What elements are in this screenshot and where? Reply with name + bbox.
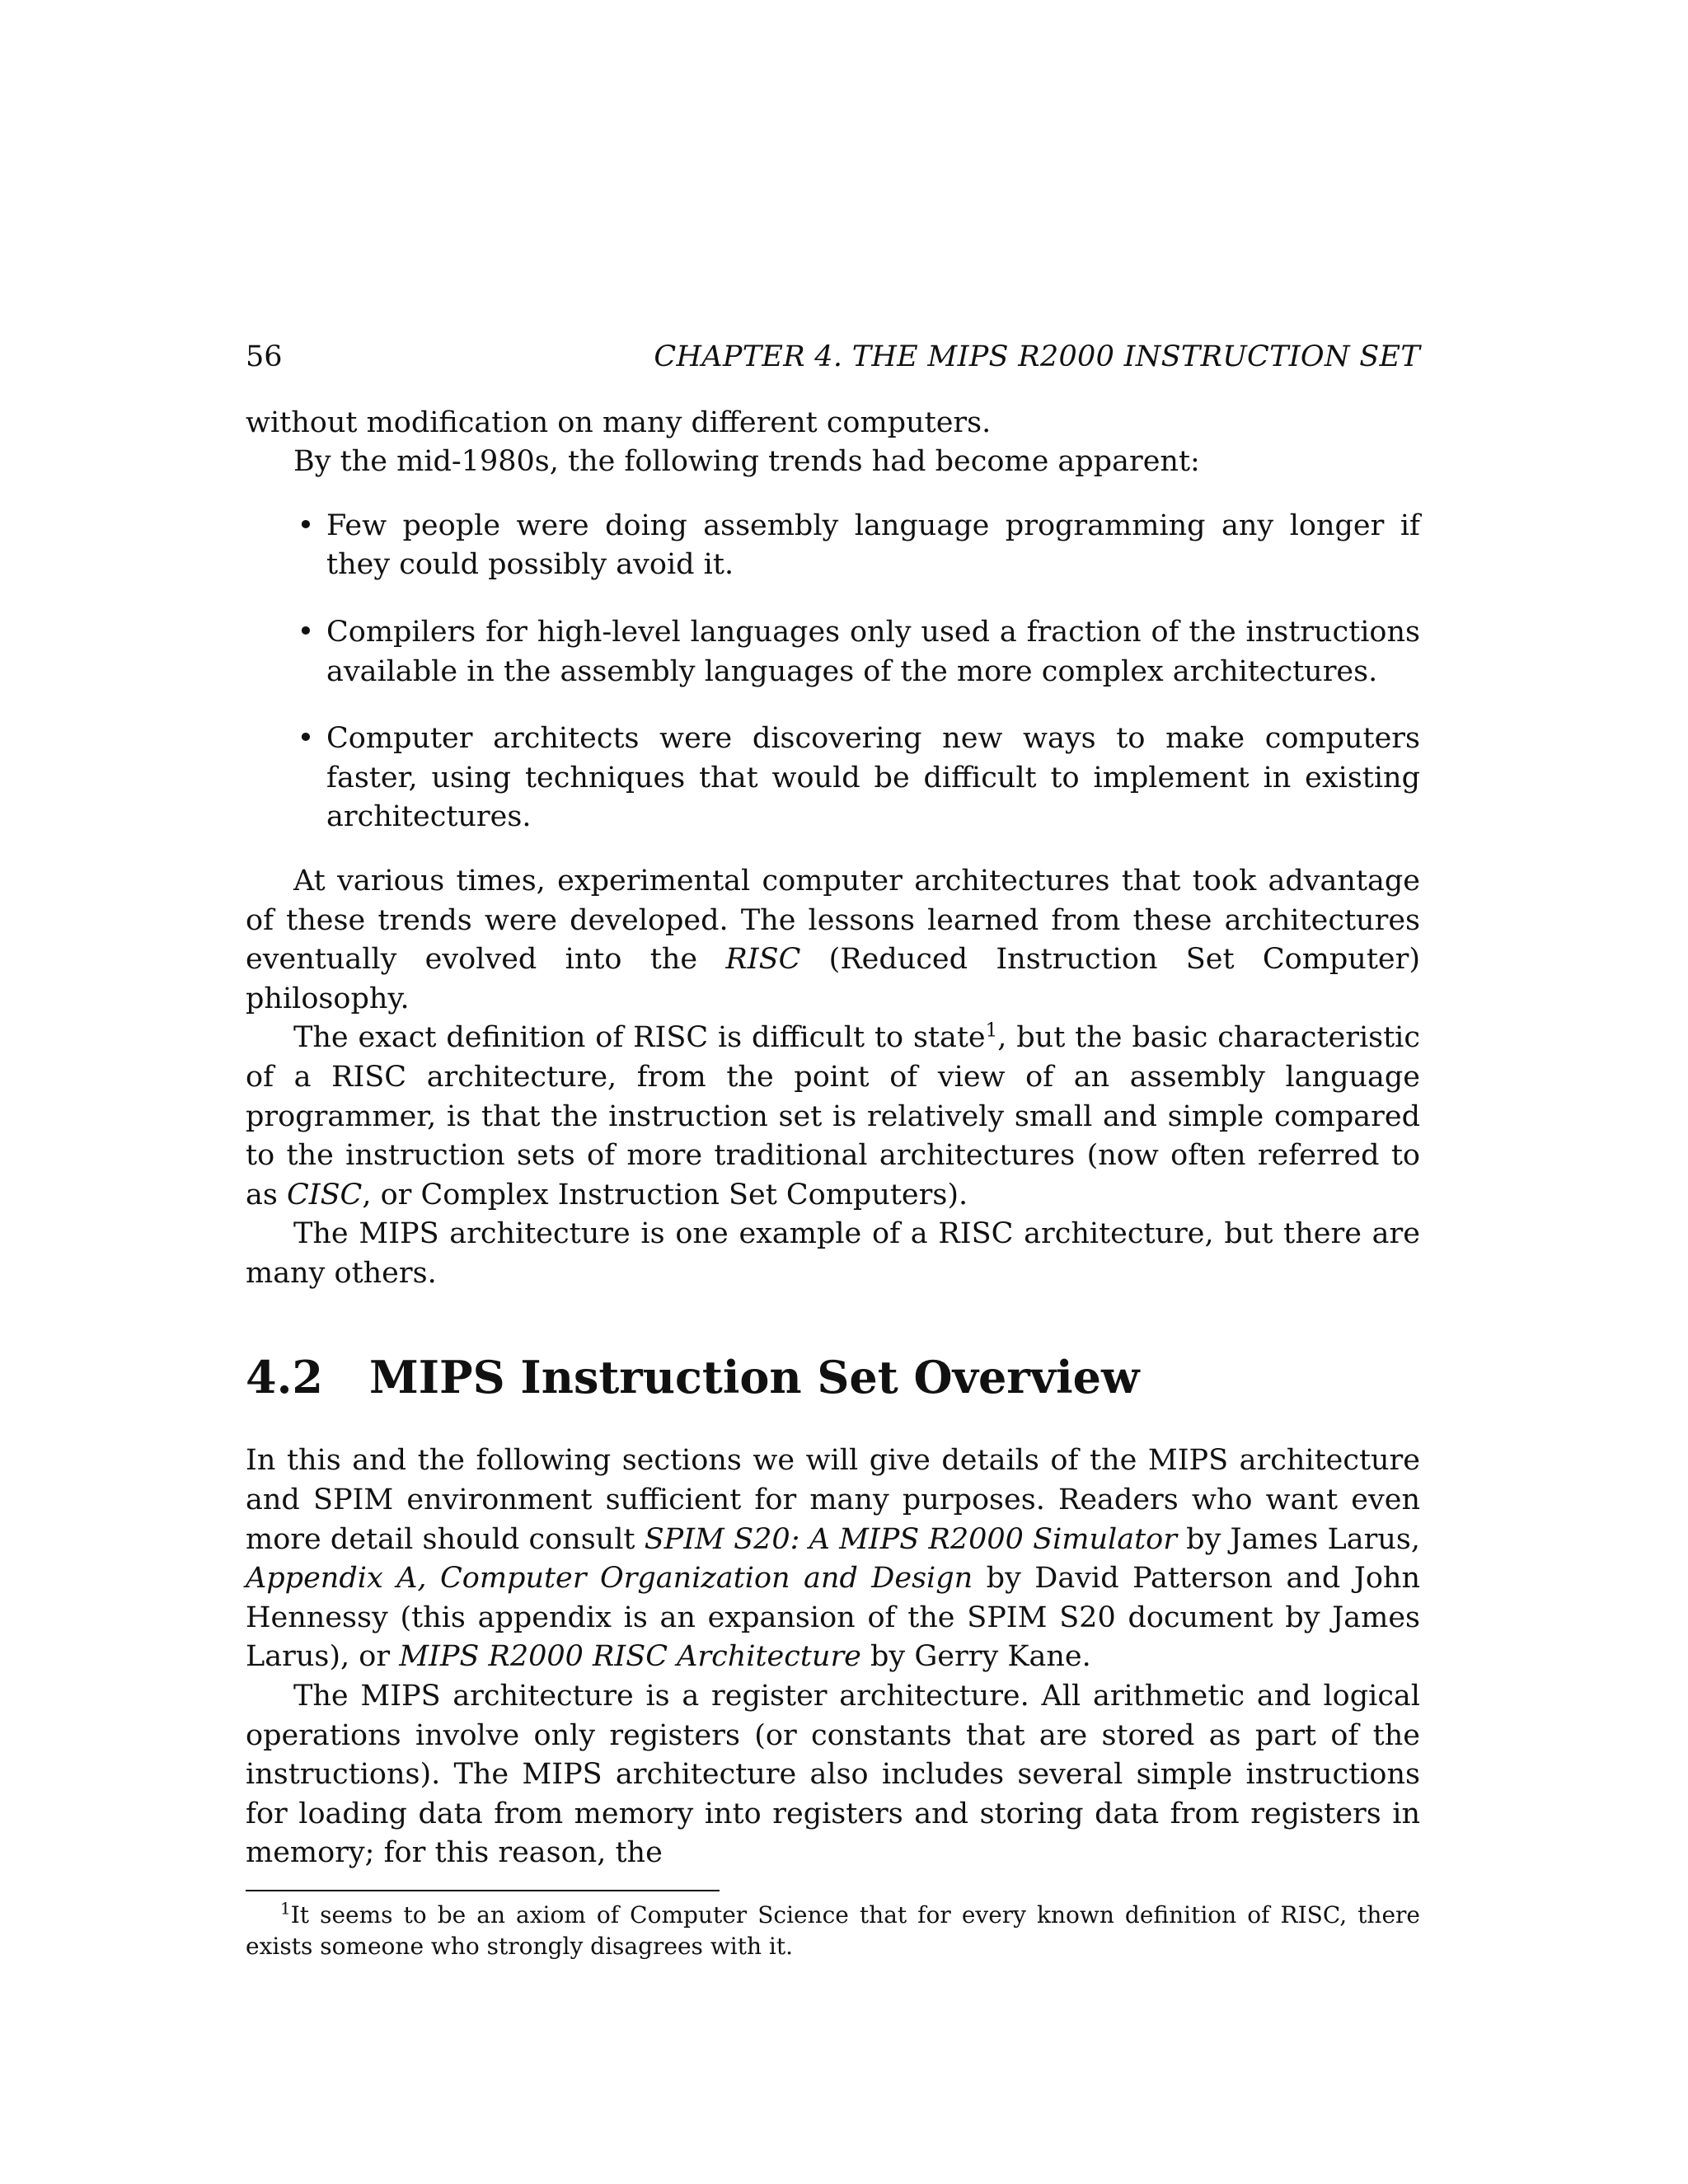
text-run: The exact definition of RISC is difficult to state xyxy=(293,1021,986,1055)
trend-list-item xyxy=(246,613,1420,691)
document-page xyxy=(246,338,1420,1962)
trend-list-item xyxy=(246,507,1420,585)
emphasis-risc: RISC xyxy=(725,943,801,977)
text-run: , or Complex Instruction Set Computers). xyxy=(362,1178,968,1212)
overview-paragraph xyxy=(246,1441,1420,1677)
footnote xyxy=(246,1900,1420,1962)
footnote-reference: 1 xyxy=(985,1019,998,1042)
text-run: At various times, experimental computer architectures that took advantage of these trends were developed. The lessons learned from these architectures eventually evolved into the xyxy=(246,864,1420,977)
bullet-icon: • xyxy=(297,509,315,542)
running-header xyxy=(246,338,1420,377)
chapter-title: CHAPTER 4. THE MIPS R2000 INSTRUCTION SET xyxy=(654,340,1420,373)
page-number: 56 xyxy=(246,340,283,373)
register-architecture-paragraph: The MIPS architecture is a register architecture. All arithmetic and logical operations involve only registers (or constants that are stored as part of the instructions). The MIPS architecture also includes several simple instructions for loading data from memory into registers and storing data from registers in memory; for this reason, the xyxy=(246,1680,1420,1870)
footnote-number: 1 xyxy=(280,1898,291,1919)
text-run: , but the basic characteristic of a RISC architecture, from the point of view of an assembly language programmer, is that the instruction set is relatively small and simple compared to the instruction sets of more traditional architectures (now often referred to as xyxy=(246,1021,1420,1212)
risc-definition-paragraph xyxy=(246,1019,1420,1215)
reference-title: Appendix A, Computer Organization and Design xyxy=(246,1562,973,1596)
bullet-icon: • xyxy=(297,722,315,756)
carryover-paragraph: without modification on many different computers. xyxy=(246,405,992,439)
trend-list-item xyxy=(246,719,1420,837)
mips-risc-paragraph: The MIPS architecture is one example of a RISC architecture, but there are many others. xyxy=(246,1217,1420,1290)
trends-introduction: By the mid-1980s, the following trends had become apparent: xyxy=(293,445,1200,479)
bullet-icon: • xyxy=(297,615,315,649)
footnote-text: It seems to be an axiom of Computer Science that for every known definition of RISC, there exists someone who strongly disagrees with it. xyxy=(246,1901,1420,1960)
section-title: MIPS Instruction Set Overview xyxy=(369,1351,1140,1404)
reference-title: MIPS R2000 RISC Architecture xyxy=(399,1640,861,1674)
text-run: (Reduced Instruction Set Computer) philosophy. xyxy=(246,943,1420,1015)
trend-text: Computer architects were discovering new ways to make computers faster, using techniques that would be difficult to implement in existing architectures. xyxy=(326,722,1420,834)
emphasis-cisc: CISC xyxy=(286,1178,363,1212)
section-heading xyxy=(246,1351,1420,1404)
footnote-divider xyxy=(246,1890,720,1891)
text-run: by Gerry Kane. xyxy=(860,1640,1091,1674)
text-run: In this and the following sections we will give details of the MIPS architecture and SPIM environment sufficient for many purposes. Readers who want even more detail should consult xyxy=(246,1444,1420,1556)
text-run: by David Patterson and John Hennessy (this appendix is an expansion of the SPIM S20 document by James Larus), or xyxy=(246,1562,1420,1674)
trend-text: Compilers for high-level languages only used a fraction of the instructions available in the assembly languages of the more complex architectures. xyxy=(326,615,1420,688)
trend-list xyxy=(246,507,1420,837)
trend-text: Few people were doing assembly language programming any longer if they could possibly avoid it. xyxy=(326,509,1420,582)
reference-title: SPIM S20: A MIPS R2000 Simulator xyxy=(644,1522,1177,1556)
risc-history-paragraph xyxy=(246,862,1420,1019)
text-run: by James Larus, xyxy=(1176,1522,1420,1556)
section-number: 4.2 xyxy=(246,1351,323,1404)
